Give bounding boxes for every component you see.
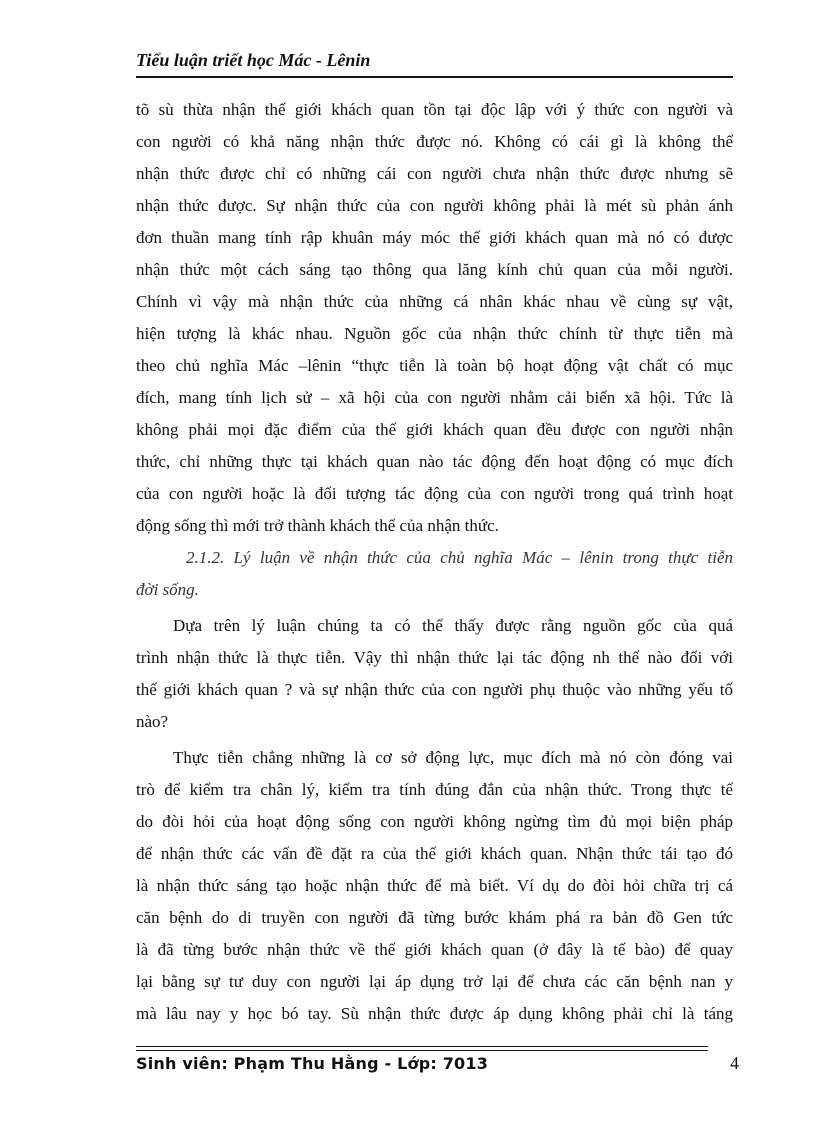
text-line: nào? [136,712,169,731]
text-line: thế giới khách quan ? và sự nhận thức của con người phụ thuộc vào những yếu tố [136,680,733,699]
text-line: nhận thức được. Sự nhận thức của con người không phải là mét sù phản ánh [136,196,733,215]
paragraph-2 [136,610,733,738]
text-line: Dựa trên lý luận chúng ta có thể thấy được rằng nguồn gốc của quá [173,616,733,635]
section-heading [136,542,733,606]
text-line: lại bằng sự tư duy con người lại áp dụng trở lại để chưa các căn bệnh nan y [136,972,733,991]
text-line: trò để kiểm tra chân lý, kiểm tra tính đúng đắn của nhận thức. Trong thực tế [136,780,733,799]
text-line: động sống thì mới trở thành khách thể của nhận thức. [136,516,499,535]
text-line: căn bệnh do di truyền con người đã từng bước khám phá ra bản đồ Gen tức [136,908,733,927]
text-line: Thực tiễn chẳng những là cơ sở động lực, mục đích mà nó còn đóng vai [173,748,733,767]
page-body [136,94,733,1030]
text-line: là đã từng bước nhận thức về thế giới khách quan (ở đây là tế bào) để quay [136,940,733,959]
paragraph-3 [136,742,733,1030]
text-line: do đòi hỏi của hoạt động sống con người không ngừng tìm đủ mọi biện pháp [136,812,733,831]
text-line: mà lâu nay y học bó tay. Sù nhận thức được áp dụng không phải chỉ là táng [136,1004,733,1023]
document-title: Tiểu luận triết học Mác - Lênin [136,50,371,70]
text-line: thức, chỉ những thực tại khách quan nào tác động đến hoạt động có mục đích [136,452,733,471]
footer-rule [136,1050,708,1051]
text-line: hiện tượng là khác nhau. Nguồn gốc của nhận thức chính từ thực tiễn mà [136,324,733,343]
text-line: Chính vì vậy mà nhận thức của những cá nhân khác nhau về cùng sự vật, [136,292,733,311]
text-line: trình nhận thức là thực tiễn. Vậy thì nhận thức lại tác động nh thế nào đối với [136,648,733,667]
text-line: là nhận thức sáng tạo hoặc nhận thức để mà biết. Ví dụ do đòi hỏi chữa trị cá [136,876,733,895]
page-number: 4 [730,1053,739,1073]
header-rule [136,76,733,78]
section-heading-line: đời sống. [136,580,199,599]
text-line: nhận thức được chỉ có những cái con người chưa nhận thức được nhưng sẽ [136,164,733,183]
section-heading-line: 2.1.2. Lý luận về nhận thức của chủ nghĩa Mác – lênin trong thực tiễn [186,548,733,567]
text-line: nhận thức một cách sáng tạo thông qua lăng kính chủ quan của mỗi người. [136,260,733,279]
text-line: đơn thuần mang tính rập khuân máy móc thế giới khách quan mà nó có được [136,228,733,247]
text-line: đích, mang tính lịch sử – xã hội của con người nhằm cải biến xã hội. Tức là [136,388,733,407]
text-line: con người có khả năng nhận thức được nó. Không có cái gì là không thể [136,132,733,151]
text-line: theo chủ nghĩa Mác –lênin “thực tiễn là toàn bộ hoạt động vật chất có mục [136,356,733,375]
text-line: không phải mọi đặc điểm của thế giới khách quan đều được con người nhận [136,420,733,439]
footer-rule [136,1046,708,1047]
text-line: của con người hoặc là đối tượng tác động của con người trong quá trình hoạt [136,484,733,503]
text-line: tõ sù thừa nhận thế giới khách quan tồn tại độc lập với ý thức con người và [136,100,733,119]
paragraph-1 [136,94,733,542]
text-line: để nhận thức các vấn đề đặt ra của thế giới khách quan. Nhận thức tái tạo đó [136,844,733,863]
footer-student-info: Sinh viên: Phạm Thu Hằng - Lớp: 7013 [136,1054,489,1073]
